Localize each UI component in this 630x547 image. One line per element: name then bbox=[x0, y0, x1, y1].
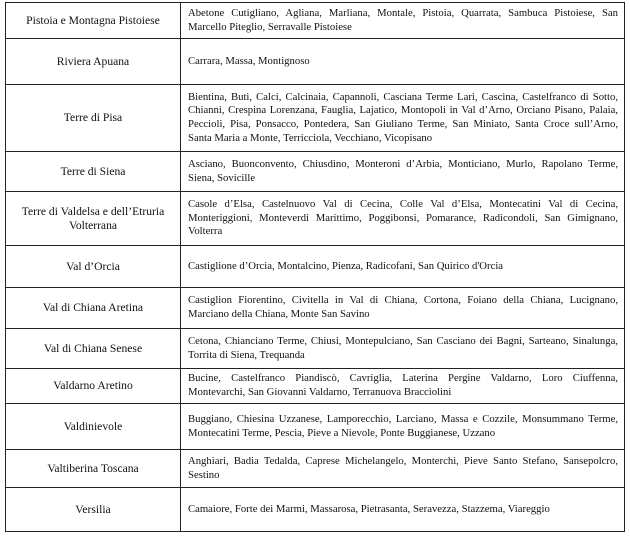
area-name: Valdinievole bbox=[6, 404, 181, 450]
table-row bbox=[6, 329, 625, 369]
area-name: Versilia bbox=[6, 488, 181, 532]
table-row bbox=[6, 3, 625, 39]
municipalities-list: Buggiano, Chiesina Uzzanese, Lamporecchio, Larciano, Massa e Cozzile, Monsummano Terme, Montecatini Terme, Pescia, Pieve a Nievole, Ponte Buggianese, Uzzano bbox=[181, 404, 625, 450]
municipalities-list: Casole d’Elsa, Castelnuovo Val di Cecina, Colle Val d’Elsa, Montecatini Val di Cecina, Monteriggioni, Monteverdi Marittimo, Poggibonsi, Pomarance, Radicondoli, San Gimignano, Volterra bbox=[181, 192, 625, 246]
municipalities-list: Cetona, Chianciano Terme, Chiusi, Montepulciano, San Casciano dei Bagni, Sarteano, Sinalunga, Torrita di Siena, Trequanda bbox=[181, 329, 625, 369]
municipalities-list: Abetone Cutigliano, Agliana, Marliana, Montale, Pistoia, Quarrata, Sambuca Pistoiese, San Marcello Piteglio, Serravalle Pistoiese bbox=[181, 3, 625, 39]
table-row bbox=[6, 450, 625, 488]
municipalities-list: Bucine, Castelfranco Piandiscò, Cavriglia, Laterina Pergine Valdarno, Loro Ciuffenna, Montevarchi, San Giovanni Valdarno, Terranuova Bracciolini bbox=[181, 369, 625, 404]
table-row bbox=[6, 288, 625, 329]
area-name: Valtiberina Toscana bbox=[6, 450, 181, 488]
table-row bbox=[6, 39, 625, 85]
municipalities-list: Anghiari, Badia Tedalda, Caprese Michelangelo, Monterchi, Pieve Santo Stefano, Sansepolcro, Sestino bbox=[181, 450, 625, 488]
area-name: Val di Chiana Senese bbox=[6, 329, 181, 369]
area-name: Terre di Pisa bbox=[6, 85, 181, 152]
area-name: Riviera Apuana bbox=[6, 39, 181, 85]
area-name: Valdarno Aretino bbox=[6, 369, 181, 404]
municipalities-list: Camaiore, Forte dei Marmi, Massarosa, Pietrasanta, Seravezza, Stazzema, Viareggio bbox=[181, 488, 625, 532]
municipalities-list: Castiglion Fiorentino, Civitella in Val di Chiana, Cortona, Foiano della Chiana, Lucignano, Marciano della Chiana, Monte San Savino bbox=[181, 288, 625, 329]
table-row bbox=[6, 192, 625, 246]
area-name: Pistoia e Montagna Pistoiese bbox=[6, 3, 181, 39]
areas-table bbox=[5, 2, 625, 532]
area-name: Val di Chiana Aretina bbox=[6, 288, 181, 329]
municipalities-list: Bientina, Buti, Calci, Calcinaia, Capannoli, Casciana Terme Lari, Cascina, Castelfranco di Sotto, Chianni, Crespina Lorenzana, Fauglia, Lajatico, Montopoli in Val d’Arno, Orciano Pisano, Palaia, Peccioli, Pisa, Ponsacco, Pontedera, San Giuliano Terme, San Miniato, Santa Croce sull’Arno, Santa Maria a Monte, Terricciola, Vecchiano, Vicopisano bbox=[181, 85, 625, 152]
area-name: Terre di Valdelsa e dell’Etruria Volterrana bbox=[6, 192, 181, 246]
municipalities-list: Asciano, Buonconvento, Chiusdino, Monteroni d’Arbia, Monticiano, Murlo, Rapolano Terme, Siena, Sovicille bbox=[181, 152, 625, 192]
table-row bbox=[6, 85, 625, 152]
table-row bbox=[6, 404, 625, 450]
table-row bbox=[6, 246, 625, 288]
municipalities-list: Castiglione d’Orcia, Montalcino, Pienza, Radicofani, San Quirico d'Orcia bbox=[181, 246, 625, 288]
area-name: Terre di Siena bbox=[6, 152, 181, 192]
area-name: Val d’Orcia bbox=[6, 246, 181, 288]
municipalities-list: Carrara, Massa, Montignoso bbox=[181, 39, 625, 85]
table-row bbox=[6, 369, 625, 404]
table-row bbox=[6, 488, 625, 532]
table-row bbox=[6, 152, 625, 192]
